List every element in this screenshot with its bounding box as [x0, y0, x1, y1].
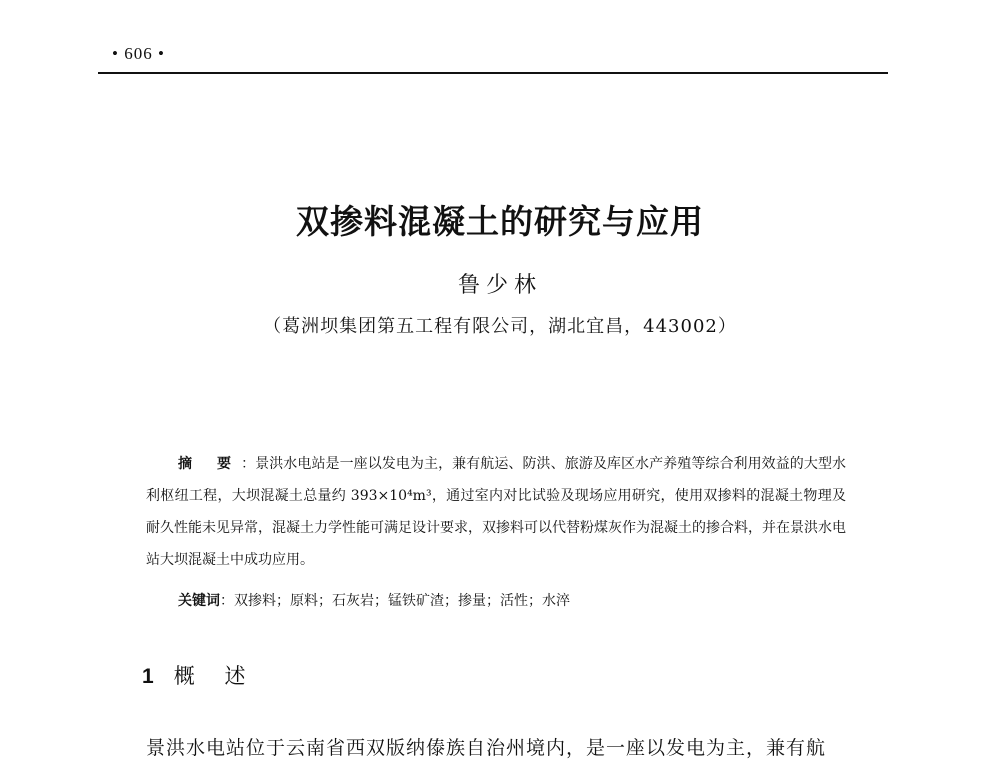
keywords-label: 关键词	[178, 593, 220, 609]
abstract-text: ：景洪水电站是一座以发电为主，兼有航运、防洪、旅游及库区水产养殖等综合利用效益的大型水利枢纽工程，大坝混凝土总量约 393×10⁴m³，通过室内对比试验及现场应用研究，使用双掺料的混凝土物理及耐久性能未见异常，混凝土力学性能可满足设计要求，双掺料可以代替粉煤灰作为混凝土的掺合料，并在景洪水电站大坝混凝土中成功应用。	[146, 456, 847, 568]
header-rule	[98, 72, 888, 74]
article-title: 双掺料混凝土的研究与应用	[296, 202, 704, 241]
page-number: • 606 •	[112, 44, 165, 63]
keywords-text: ：双掺料；原料；石灰岩；锰铁矿渣；掺量；活性；水淬	[220, 593, 570, 609]
keywords	[178, 590, 570, 610]
author-name: 鲁少林	[457, 273, 542, 298]
abstract-label: 摘 要	[178, 456, 242, 472]
section-heading	[142, 660, 258, 690]
section-number: 1	[142, 665, 154, 688]
body-paragraph: 景洪水电站位于云南省西双版纳傣族自治州境内，是一座以发电为主，兼有航	[146, 737, 827, 759]
author-affiliation: （葛洲坝集团第五工程有限公司，湖北宜昌，443002）	[263, 316, 737, 337]
abstract	[146, 448, 846, 576]
section-title: 概 述	[173, 665, 258, 688]
